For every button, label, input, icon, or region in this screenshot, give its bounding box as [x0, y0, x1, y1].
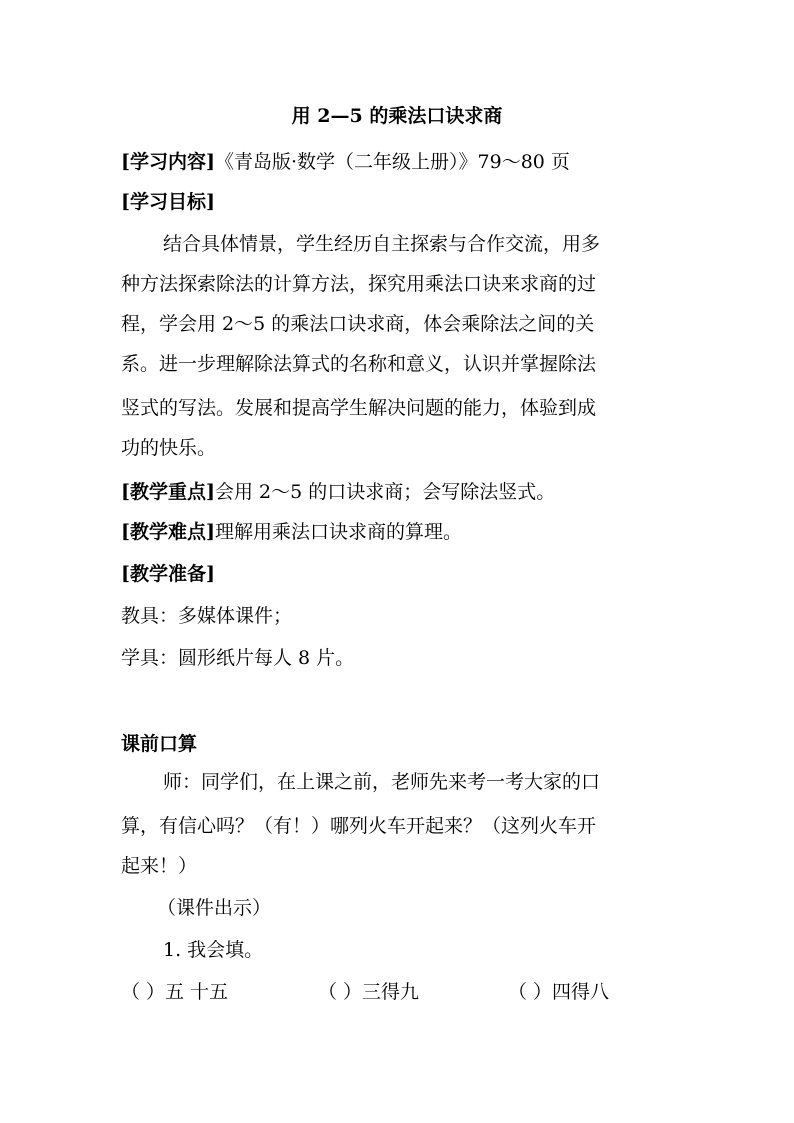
- dialogue-line-3: 起来！）: [121, 855, 198, 877]
- prep-line-1: 教具：多媒体课件；: [121, 605, 293, 627]
- goal-line-6: 功的快乐。: [121, 437, 217, 459]
- learning-content-line: [121, 150, 570, 174]
- section-heading: 课前口算: [121, 733, 198, 755]
- dialogue-line-1: 师：同学们，在上课之前，老师先来考一考大家的口: [163, 771, 601, 793]
- key-point-label: [教学重点]: [121, 481, 215, 503]
- exercise-title: 1. 我会填。: [163, 939, 264, 961]
- fill-item-3: （ ）四得八: [508, 981, 610, 1003]
- fill-item-1: （ ）五 十五: [121, 981, 229, 1003]
- prep-line-2: 学具：圆形纸片每人 8 片。: [121, 647, 355, 669]
- key-point-line: [121, 480, 555, 504]
- learning-goal-heading: [学习目标]: [121, 191, 215, 213]
- difficulty-text: 理解用乘法口诀求商的算理。: [214, 521, 462, 543]
- fill-item-2: （ ）三得九: [318, 981, 420, 1003]
- goal-line-1: 结合具体情景，学生经历自主探索与合作交流，用多: [163, 233, 601, 255]
- key-point-text: 会用 2～5 的口诀求商；会写除法竖式。: [214, 481, 556, 503]
- goal-line-5: 竖式的写法。发展和提高学生解决问题的能力，体验到成: [121, 397, 597, 419]
- teaching-prep-heading: [教学准备]: [121, 563, 215, 585]
- page-title: 用 2—5 的乘法口诀求商: [291, 105, 503, 127]
- goal-line-4: 系。进一步理解除法算式的名称和意义，认识并掌握除法: [121, 353, 597, 375]
- difficulty-line: [121, 520, 462, 544]
- learning-content-label: [学习内容]: [121, 151, 215, 173]
- show-note: （课件出示）: [157, 897, 272, 919]
- goal-line-3: 程，学会用 2～5 的乘法口诀求商，体会乘除法之间的关: [121, 313, 595, 335]
- difficulty-label: [教学难点]: [121, 521, 215, 543]
- goal-line-2: 种方法探索除法的计算方法，探究用乘法口诀来求商的过: [121, 273, 597, 295]
- dialogue-line-2: 算，有信心吗？（有！）哪列火车开起来？（这列火车开: [121, 815, 597, 837]
- learning-content-text: 《青岛版·数学（二年级上册）》79～80 页: [214, 151, 570, 173]
